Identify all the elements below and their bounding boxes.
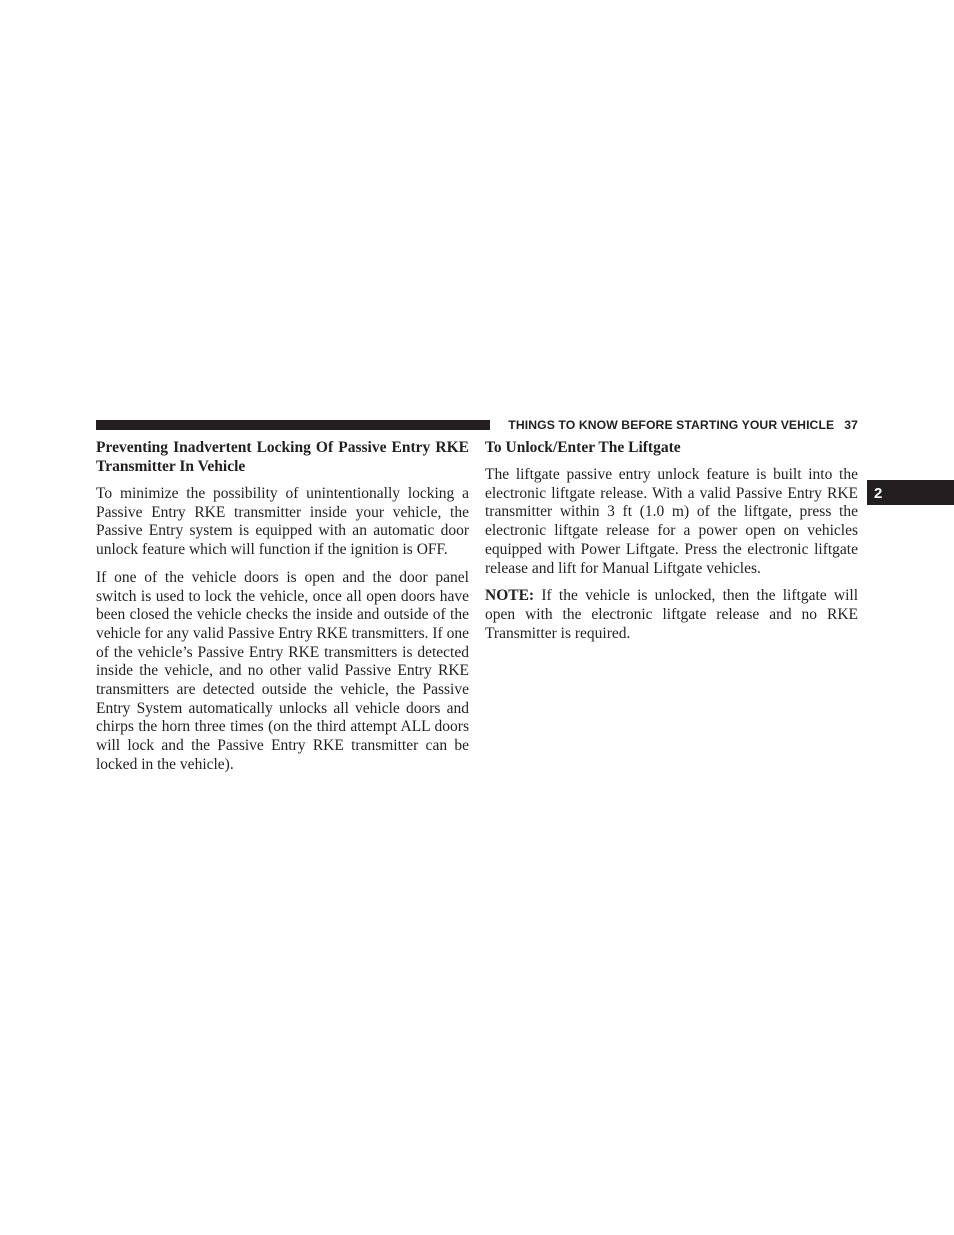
section-heading-unlock-liftgate: To Unlock/Enter The Liftgate (485, 439, 681, 456)
left-column (96, 438, 469, 784)
note-text: If the vehicle is unlocked, then the liftgate will open with the electronic liftgate release and no RKE Transmitter is required. (485, 587, 858, 642)
chapter-number: 2 (874, 485, 883, 502)
header-rule (96, 420, 490, 430)
right-column (485, 438, 858, 652)
paragraph: The liftgate passive entry unlock feature is built into the electronic liftgate release. With a valid Passive Entry RKE transmitter within 3 ft (1.0 m) of the liftgate, press the electronic liftgate release for a power open on vehicles equipped with Power Liftgate. Press the electronic liftgate release and lift for Manual Liftgate vehicles. (485, 466, 858, 577)
paragraph: If one of the vehicle doors is open and the door panel switch is used to lock the vehicle, once all open doors have been closed the vehicle checks the inside and outside of the vehicle for any valid Passive Entry RKE transmitters. If one of the vehicle’s Passive Entry RKE transmitters is detected inside the vehicle, and no other valid Passive Entry RKE transmitters are detected outside the vehicle, the Passive Entry System automatically unlocks all vehicle doors and chirps the horn three times (on the third attempt ALL doors will lock and the Passive Entry RKE transmitter can be locked in the vehicle). (96, 568, 469, 773)
section-heading-preventing-locking: Preventing Inadvertent Locking Of Passive Entry RKE Transmitter In Vehicle (96, 439, 469, 475)
chapter-tab (867, 480, 954, 505)
page-number: 37 (844, 418, 858, 432)
paragraph: To minimize the possibility of unintentionally locking a Passive Entry RKE transmitter inside your vehicle, the Passive Entry system is equipped with an automatic door unlock feature which will function if the ignition is OFF. (96, 485, 469, 559)
note-paragraph (485, 587, 858, 643)
running-header (499, 417, 858, 433)
section-title: THINGS TO KNOW BEFORE STARTING YOUR VEHICLE (508, 418, 835, 432)
note-label: NOTE: (485, 587, 535, 605)
